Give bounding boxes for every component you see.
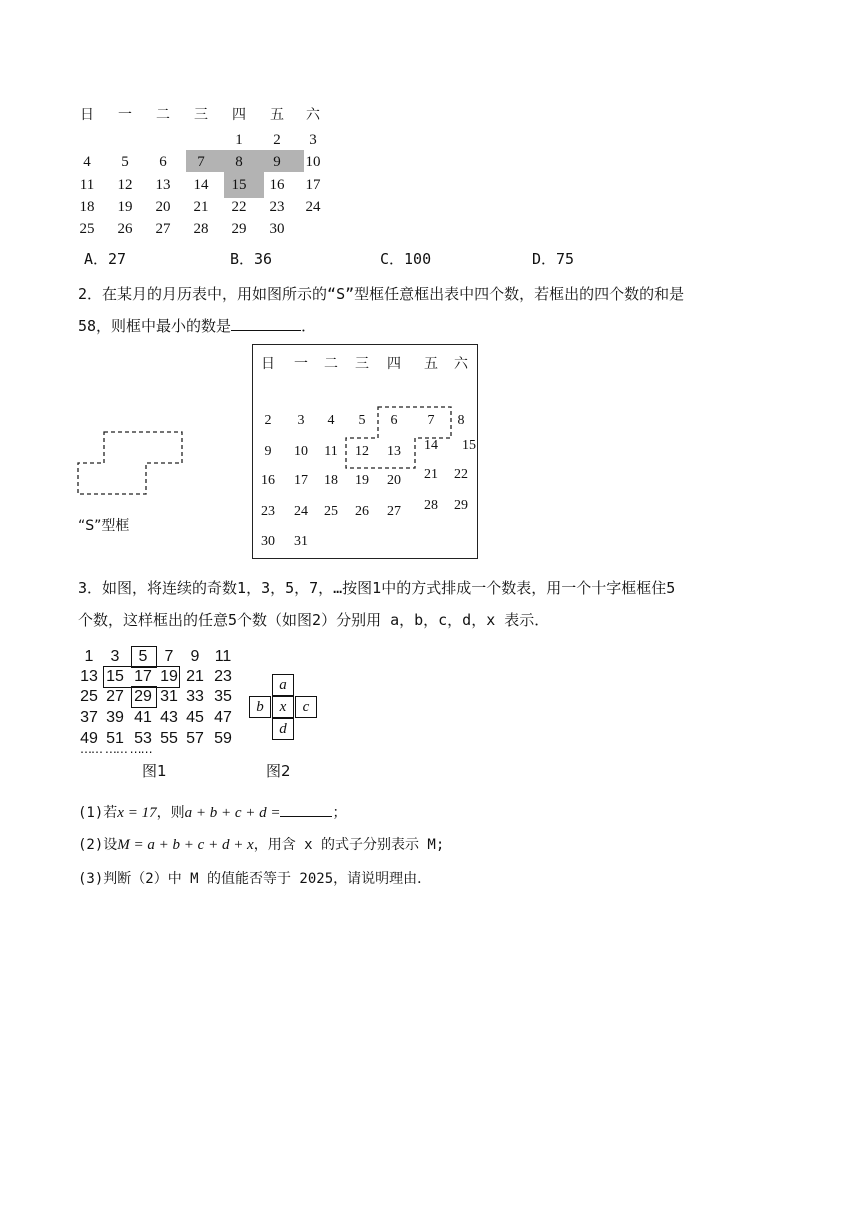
calendar-day: 6 <box>159 154 167 170</box>
calendar-day: 30 <box>261 534 275 549</box>
calendar-day: 26 <box>355 504 369 519</box>
calendar-day: 12 <box>355 444 369 459</box>
calendar-day: 14 <box>424 438 438 453</box>
odd-number-cell: 49 <box>80 730 98 747</box>
calendar-day: 15 <box>462 438 476 453</box>
odd-number-cell: 5 <box>138 648 148 665</box>
calendar-day: 27 <box>387 504 401 519</box>
figure-1-dots: …… …… …… <box>80 742 152 756</box>
sub-question-2 <box>78 834 444 854</box>
weekday-header: 日 <box>261 356 275 372</box>
sub-question-1 <box>78 800 346 822</box>
weekday-header: 六 <box>454 356 468 372</box>
calendar-day: 3 <box>309 132 317 148</box>
calendar-day: 5 <box>121 154 129 170</box>
calendar-day: 30 <box>269 221 285 237</box>
odd-number-cell: 53 <box>134 730 152 747</box>
calendar-day: 18 <box>324 473 338 488</box>
calendar-day: 27 <box>155 221 171 237</box>
calendar-day: 20 <box>387 473 401 488</box>
calendar-day: 7 <box>427 413 435 428</box>
odd-number-cell: 55 <box>160 730 178 747</box>
calendar-day: 11 <box>324 444 338 459</box>
sub-question-3: (3)判断（2）中 M 的值能否等于 2025，请说明理由． <box>78 871 432 887</box>
q2-answer-blank[interactable] <box>231 314 301 331</box>
s-shape-label: “S”型框 <box>78 518 130 534</box>
calendar-day: 19 <box>117 199 133 215</box>
weekday-header: 四 <box>232 107 246 123</box>
calendar-day: 28 <box>193 221 209 237</box>
calendar-day: 3 <box>297 413 305 428</box>
option-c[interactable]: C．100 <box>380 250 432 268</box>
calendar-day: 10 <box>294 444 308 459</box>
odd-number-cell: 3 <box>110 648 120 665</box>
sub1-prefix: (1)若 <box>78 805 118 821</box>
calendar-day: 2 <box>264 413 272 428</box>
calendar-day: 24 <box>294 504 308 519</box>
calendar-day: 28 <box>424 498 438 513</box>
question-2 <box>78 278 788 342</box>
odd-number-cell: 25 <box>80 688 98 705</box>
odd-number-cell: 17 <box>134 668 152 685</box>
calendar-1 <box>66 100 346 250</box>
weekday-header: 一 <box>294 356 308 372</box>
weekday-header: 六 <box>306 107 320 123</box>
option-b[interactable]: B．36 <box>230 250 273 268</box>
odd-number-cell: 19 <box>160 668 178 685</box>
odd-number-cell: 7 <box>164 648 174 665</box>
s-shape-figure <box>74 428 189 500</box>
sub2-text: ，用含 x 的式子分别表示 M; <box>253 837 445 853</box>
calendar-day: 21 <box>424 467 438 482</box>
sub1-condition: x = 17 <box>117 805 157 821</box>
calendar-day: 2 <box>273 132 281 148</box>
q2-line-1: 2．在某月的月历表中，用如图所示的“S”型框任意框出表中四个数，若框出的四个数的和是 <box>78 285 685 303</box>
calendar-day: 16 <box>269 177 285 193</box>
calendar-day: 29 <box>231 221 247 237</box>
weekday-header: 日 <box>80 107 94 123</box>
calendar-day: 1 <box>235 132 243 148</box>
odd-number-cell: 45 <box>186 709 204 726</box>
calendar-day: 8 <box>235 154 243 170</box>
calendar-day: 22 <box>231 199 247 215</box>
calendar-day: 13 <box>155 177 171 193</box>
odd-number-cell: 59 <box>214 730 232 747</box>
calendar-day: 7 <box>197 154 205 170</box>
sub2-prefix: (2)设 <box>78 837 118 853</box>
sub1-end: ； <box>332 805 347 821</box>
odd-number-cell: 21 <box>186 668 204 685</box>
calendar-day: 25 <box>324 504 338 519</box>
figure-2-label: 图2 <box>266 762 291 780</box>
calendar-day: 23 <box>269 199 285 215</box>
calendar-day: 20 <box>155 199 171 215</box>
sub2-expression: M = a + b + c + d + x <box>117 837 254 853</box>
calendar-day: 9 <box>273 154 281 170</box>
odd-number-cell: 43 <box>160 709 178 726</box>
q2-line-2-text: 58，则框中最小的数是 <box>78 317 232 335</box>
figure-2-cross <box>248 674 318 744</box>
odd-number-cell: 51 <box>106 730 124 747</box>
calendar-day: 23 <box>261 504 275 519</box>
calendar-day: 29 <box>454 498 468 513</box>
weekday-header: 二 <box>324 356 338 372</box>
figure-1-table <box>76 644 236 764</box>
odd-number-cell: 11 <box>214 648 232 665</box>
odd-number-cell: 9 <box>190 648 200 665</box>
q3-line-2: 个数，这样框出的任意5个数（如图2）分别用 a，b，c，d，x 表示． <box>78 611 550 629</box>
calendar-day: 4 <box>83 154 91 170</box>
odd-number-cell: 35 <box>214 688 232 705</box>
odd-number-cell: 13 <box>80 668 98 685</box>
weekday-header: 四 <box>387 356 401 372</box>
calendar-day: 31 <box>294 534 308 549</box>
sub1-middle: ，则 <box>156 805 185 821</box>
calendar-day: 14 <box>193 177 209 193</box>
cross-cell-c: c <box>295 696 317 718</box>
sub1-expression: a + b + c + d = <box>184 805 281 821</box>
odd-number-cell: 23 <box>214 668 232 685</box>
calendar-day: 24 <box>305 199 321 215</box>
weekday-header: 三 <box>355 356 369 372</box>
option-d[interactable]: D．75 <box>532 250 575 268</box>
calendar-day: 22 <box>454 467 468 482</box>
odd-number-cell: 47 <box>214 709 232 726</box>
q3-line-1: 3．如图，将连续的奇数1，3，5，7，…按图1中的方式排成一个数表，用一个十字框框住5 <box>78 579 676 597</box>
calendar-day: 12 <box>117 177 133 193</box>
cross-cell-d: d <box>272 718 294 740</box>
calendar-day: 16 <box>261 473 275 488</box>
q2-line-2-end: ． <box>301 317 317 335</box>
odd-number-cell: 15 <box>106 668 124 685</box>
odd-number-cell: 57 <box>186 730 204 747</box>
weekday-header: 五 <box>270 107 284 123</box>
sub1-answer-blank[interactable] <box>280 800 332 817</box>
odd-number-cell: 27 <box>106 688 124 705</box>
question-3 <box>78 572 788 636</box>
calendar-day: 15 <box>231 177 247 193</box>
cross-cell-a: a <box>272 674 294 696</box>
option-a[interactable]: A．27 <box>84 250 127 268</box>
odd-number-cell: 33 <box>186 688 204 705</box>
calendar-day: 18 <box>79 199 95 215</box>
calendar-day: 26 <box>117 221 133 237</box>
odd-number-cell: 39 <box>106 709 124 726</box>
weekday-header: 三 <box>194 107 208 123</box>
weekday-header: 一 <box>118 107 132 123</box>
calendar-day: 19 <box>355 473 369 488</box>
calendar-day: 9 <box>264 444 272 459</box>
calendar-day: 17 <box>305 177 321 193</box>
calendar-day: 10 <box>305 154 321 170</box>
figure-1-label: 图1 <box>142 762 167 780</box>
odd-number-cell: 29 <box>134 688 152 705</box>
odd-number-cell: 1 <box>84 648 94 665</box>
calendar-day: 8 <box>457 413 465 428</box>
odd-number-cell: 31 <box>160 688 178 705</box>
calendar-day: 6 <box>390 413 398 428</box>
calendar-day: 21 <box>193 199 209 215</box>
calendar-2 <box>252 344 478 559</box>
calendar-day: 13 <box>387 444 401 459</box>
weekday-header: 二 <box>156 107 170 123</box>
q2-line-2 <box>78 310 788 342</box>
cross-cell-b: b <box>249 696 271 718</box>
weekday-header: 五 <box>424 356 438 372</box>
calendar-day: 5 <box>358 413 366 428</box>
odd-number-cell: 41 <box>134 709 152 726</box>
calendar-day: 11 <box>79 177 95 193</box>
calendar-day: 17 <box>294 473 308 488</box>
odd-number-cell: 37 <box>80 709 98 726</box>
cross-cell-x: x <box>272 696 294 718</box>
calendar-day: 4 <box>327 413 335 428</box>
calendar-day: 25 <box>79 221 95 237</box>
